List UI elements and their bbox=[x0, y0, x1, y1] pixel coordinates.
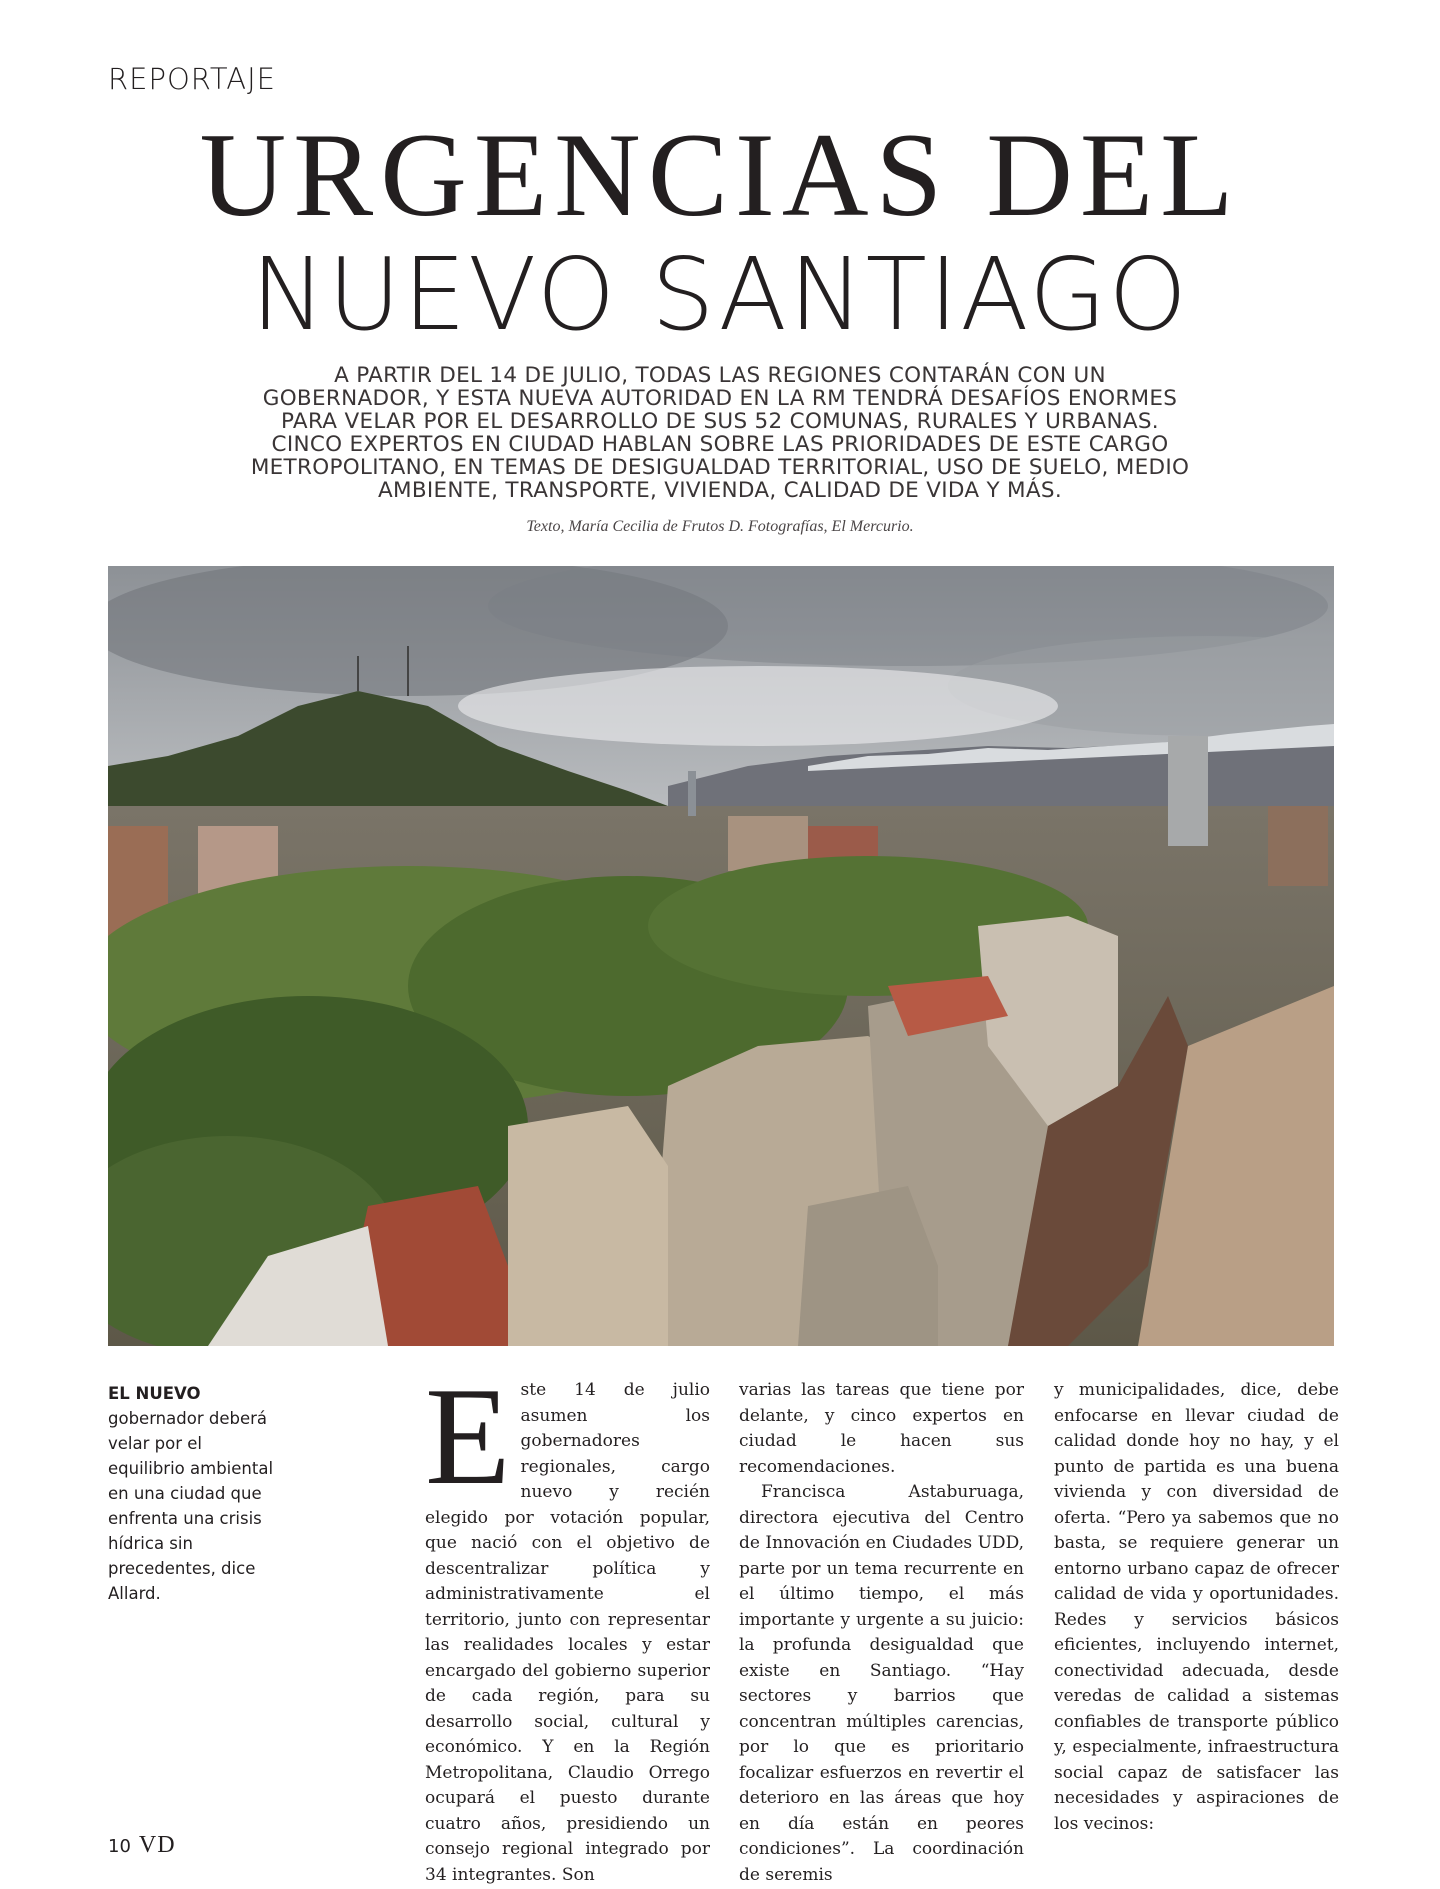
body-paragraph: ste 14 de julio asumen los gobernadores regionales, cargo nuevo y recién elegido por votación popular, que nació con el objetivo de descentralizar política y administrativamente el territorio, junto con representar las realidades locales y estar encargado del gobierno superior de cada región, para su desarrollo social, cultural y económico. Y en la Región Metropolitana, Claudio Orrego ocupará el puesto durante cuatro años, presidiendo un consejo regional integrado por 34 integrantes. Son bbox=[425, 1380, 710, 1885]
headline-line-1: URGENCIAS DEL bbox=[199, 108, 1241, 241]
body-column-3 bbox=[1054, 1378, 1339, 1837]
body-column-2 bbox=[739, 1378, 1024, 1888]
body-paragraph: Francisca Astaburuaga, directora ejecutiva del Centro de Innovación en Ciudades UDD, parte por un tema recurrente en el último tiempo, el más importante y urgente a su juicio: la profunda desigualdad que existe en Santiago. “Hay sectores y barrios que concentran múltiples carencias, por lo que es prioritario focalizar esfuerzos en revertir el deterioro en las áreas que hoy en día están en peores condiciones”. La coordinación de seremis bbox=[739, 1482, 1024, 1885]
body-paragraph: varias las tareas que tiene por delante, y cinco expertos en ciudad le hacen sus recomendaciones. bbox=[739, 1380, 1024, 1477]
body-column-1 bbox=[425, 1359, 710, 1888]
drop-cap: E bbox=[425, 1359, 511, 1514]
headline-line-2: NUEVO SANTIAGO bbox=[250, 236, 1190, 353]
caption-lead: EL NUEVO bbox=[108, 1384, 201, 1403]
caption-text: gobernador deberá velar por el equilibrio ambiental en una ciudad que enfrenta una crisis hídrica sin precedentes, dice Allard. bbox=[108, 1409, 274, 1603]
photo-caption bbox=[108, 1381, 278, 1606]
body-paragraph: y municipalidades, dice, debe enfocarse en llevar ciudad de calidad donde hoy no hay, y el punto de partida es una buena vivienda y con diversidad de oferta. “Pero ya sabemos que no basta, se requiere generar un entorno urbano capaz de ofrecer calidad de vida y oportunidades. Redes y servicios básicos eficientes, incluyendo internet, conectividad adecuada, desde veredas de calidad a sistemas confiables de transporte público y, especialmente, infraestructura social capaz de satisfacer las necesidades y aspiraciones de los vecinos: bbox=[1054, 1380, 1339, 1834]
page-number: 10 bbox=[108, 1836, 131, 1857]
page-folio bbox=[108, 1832, 176, 1859]
santiago-aerial-photo bbox=[108, 566, 1334, 1346]
deck-summary: A PARTIR DEL 14 DE JULIO, TODAS LAS REGIONES CONTARÁN CON UN GOBERNADOR, Y ESTA NUEVA AUTORIDAD EN LA RM TENDRÁ DESAFÍOS ENORMES PARA VELAR POR EL DESARROLLO DE SUS 52 COMUNAS, RURALES Y URBANAS. CINCO EXPERTOS EN CIUDAD HABLAN SOBRE LAS PRIORIDADES DE ESTE CARGO METROPOLITANO, EN TEMAS DE DESIGUALDAD TERRITORIAL, USO DE SUELO, MEDIO AMBIENTE, TRANSPORTE, VIVIENDA, CALIDAD DE VIDA Y MÁS. bbox=[250, 363, 1190, 503]
magazine-logo: VD bbox=[138, 1832, 176, 1858]
byline-credit: Texto, María Cecilia de Frutos D. Fotografías, El Mercurio. bbox=[526, 518, 914, 535]
section-label: REPORTAJE bbox=[108, 62, 277, 96]
